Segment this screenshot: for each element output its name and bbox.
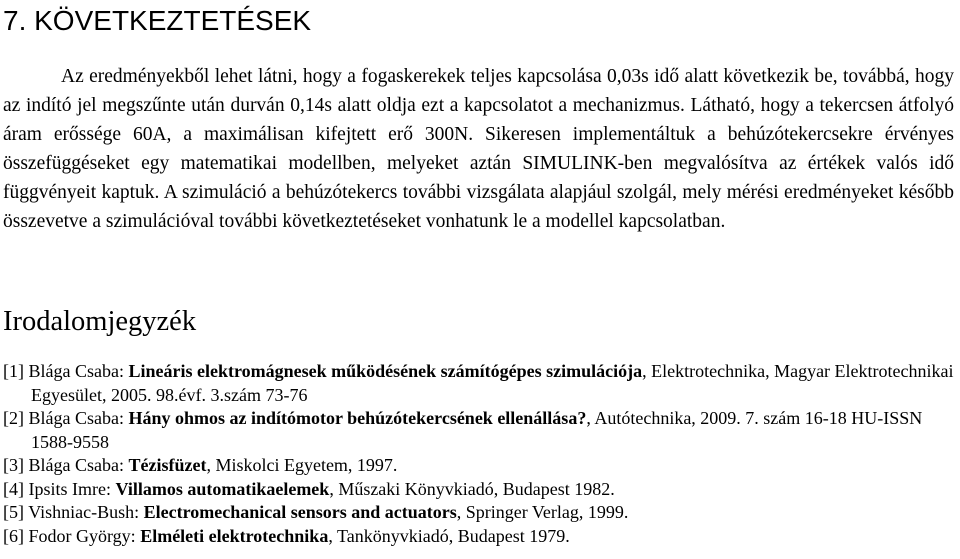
reference-title: Tézisfüzet: [128, 455, 207, 475]
reference-author: Blága Csaba:: [28, 361, 124, 381]
reference-details: , Autótechnika, 2009. 7. szám 16-18 HU-ISSN 1588-9558: [31, 408, 923, 452]
reference-author: Blága Csaba:: [28, 408, 124, 428]
reference-number: [6]: [3, 525, 24, 546]
reference-author: Fodor György:: [28, 525, 136, 546]
reference-title: Lineáris elektromágnesek működésének számítógépes szimulációja: [128, 361, 643, 381]
conclusion-paragraph: Az eredményekből lehet látni, hogy a fogaskerekek teljes kapcsolása 0,03s idő alatt következik be, továbbá, hogy az indító jel megszűnte után durván 0,14s alatt oldja ezt a kapcsolatot a mechanizmus. Látható, hogy a tekercsen átfolyó áram erőssége 60A, a maximálisan kifejtett erő 300N. Sikeresen implementáltuk a behúzótekercsekre érvényes összefüggéseket egy matematikai modellben, melyeket aztán SIMULINK-ben megvalósítva az értékek valós idő függvényeit kaptuk. A szimuláció a behúzótekercs további vizsgálata alapjául szolgál, mely mérési eredményeket később összevetve a szimulációval további következtetéseket vonhatunk le a modellel kapcsolatban.: [3, 66, 954, 232]
reference-author: Vishniac-Bush:: [28, 502, 140, 522]
reference-author: Ipsits Imre:: [28, 478, 111, 499]
reference-number: [3]: [3, 455, 24, 475]
reference-author: Blága Csaba:: [28, 455, 124, 475]
reference-title: Hány ohmos az indítómotor behúzótekercsének ellenállása?: [128, 408, 587, 428]
reference-details: , Műszaki Könyvkiadó, Budapest 1982.: [329, 478, 615, 499]
reference-item: [3, 407, 954, 454]
reference-item: [3, 454, 954, 478]
reference-title: Villamos automatikaelemek: [115, 478, 330, 499]
reference-list: [3, 360, 954, 548]
section-heading: 7. KÖVETKEZTETÉSEK: [3, 5, 312, 36]
references-heading: Irodalomjegyzék: [3, 306, 197, 337]
reference-details: , Elektrotechnika, Magyar Elektrotechnikai Egyesület, 2005. 98.évf. 3.szám 73-76: [31, 361, 954, 405]
reference-title: Electromechanical sensors and actuators: [143, 502, 457, 522]
reference-number: [1]: [3, 361, 24, 381]
reference-item: [3, 478, 954, 502]
reference-item: [3, 525, 954, 549]
reference-details: , Springer Verlag, 1999.: [456, 502, 629, 522]
reference-item: [3, 501, 954, 525]
reference-item: [3, 360, 954, 407]
reference-number: [4]: [3, 478, 24, 499]
reference-details: , Tankönyvkiadó, Budapest 1979.: [328, 525, 570, 546]
reference-number: [5]: [3, 502, 24, 522]
reference-details: , Miskolci Egyetem, 1997.: [206, 455, 398, 475]
reference-number: [2]: [3, 408, 24, 428]
reference-title: Elméleti elektrotechnika: [140, 525, 329, 546]
